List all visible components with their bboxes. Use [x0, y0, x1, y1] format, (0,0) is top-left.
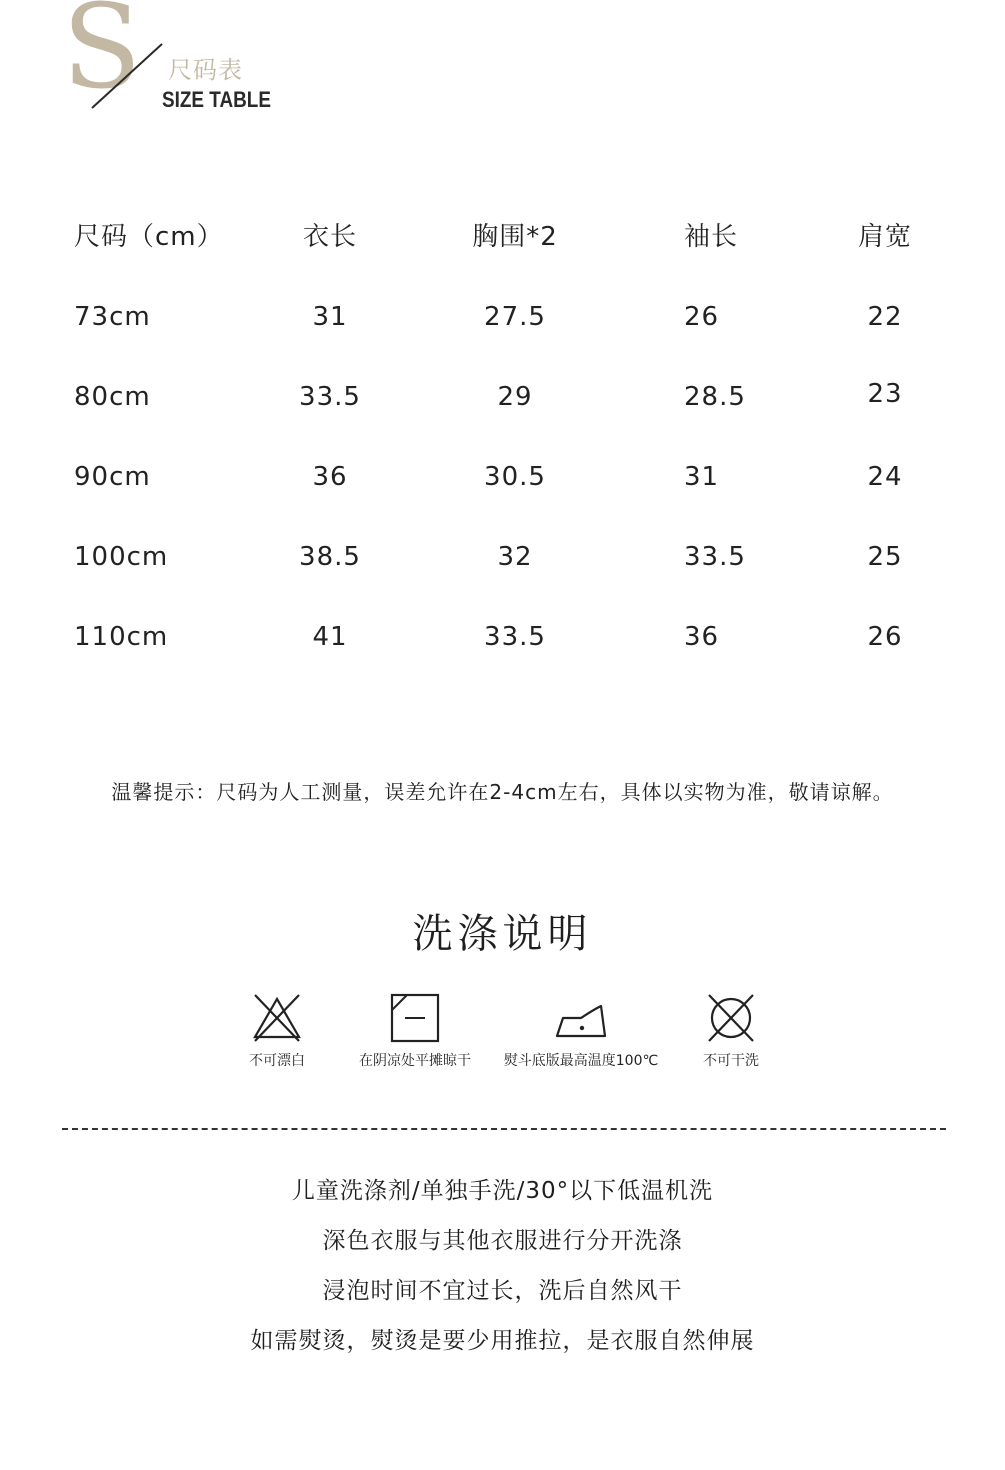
washing-instructions — [0, 1166, 1005, 1366]
cell-sleeve: 33.5 — [684, 542, 746, 572]
instruction-line: 如需熨烫，熨烫是要少用推拉，是衣服自然伸展 — [250, 1328, 755, 1354]
table-row — [0, 450, 1005, 530]
cell-shoulder: 25 — [867, 542, 903, 572]
cell-sleeve: 28.5 — [684, 382, 746, 412]
cell-chest: 33.5 — [484, 622, 546, 652]
size-table — [0, 210, 1005, 690]
cell-length: 31 — [312, 302, 348, 332]
measurement-note: 温馨提示：尺码为人工测量，误差允许在2-4cm左右，具体以实物为准，敬请谅解。 — [111, 780, 894, 804]
cell-size: 100cm — [74, 542, 169, 572]
table-row — [0, 290, 1005, 370]
cell-chest: 27.5 — [484, 302, 546, 332]
care-label: 在阴凉处平摊晾干 — [359, 1053, 471, 1069]
header-size: 尺码（cm） — [74, 222, 224, 252]
instruction-line: 深色衣服与其他衣服进行分开洗涤 — [322, 1228, 683, 1254]
cell-size: 80cm — [74, 382, 151, 412]
logo-slash-icon — [88, 40, 168, 112]
cell-sleeve: 26 — [684, 302, 720, 332]
header-sleeve: 袖长 — [684, 222, 739, 252]
table-row — [0, 610, 1005, 690]
cell-chest: 30.5 — [484, 462, 546, 492]
no-bleach-icon — [249, 992, 305, 1044]
logo-title-cn: 尺码表 — [168, 56, 243, 84]
header-length: 衣长 — [302, 222, 357, 252]
dry-flat-in-shade-icon — [387, 992, 443, 1044]
care-label: 不可干洗 — [703, 1053, 759, 1069]
logo-letter: S — [62, 0, 142, 115]
dashed-divider — [62, 1128, 946, 1130]
care-symbol-dry-flat-shade — [330, 992, 500, 1070]
cell-shoulder: 26 — [867, 622, 903, 652]
care-symbol-no-dry-clean — [646, 992, 816, 1070]
table-row — [0, 530, 1005, 610]
instruction-line: 浸泡时间不宜过长，洗后自然风干 — [322, 1278, 683, 1304]
cell-sleeve: 36 — [684, 622, 720, 652]
cell-shoulder: 24 — [867, 462, 903, 492]
care-label: 不可漂白 — [249, 1053, 305, 1069]
care-label: 熨斗底版最高温度100℃ — [503, 1053, 659, 1069]
iron-low-temp-icon — [553, 992, 609, 1044]
instruction-line: 儿童洗涤剂/单独手洗/30°以下低温机洗 — [291, 1178, 714, 1204]
cell-length: 36 — [312, 462, 348, 492]
care-symbol-iron — [496, 992, 666, 1070]
table-header-row — [0, 210, 1005, 290]
cell-size: 90cm — [74, 462, 151, 492]
cell-size: 110cm — [74, 622, 169, 652]
table-row — [0, 370, 1005, 450]
cell-chest: 32 — [497, 542, 533, 572]
cell-chest: 29 — [497, 382, 533, 412]
size-table-logo — [0, 0, 300, 130]
cell-length: 33.5 — [299, 382, 361, 412]
cell-length: 41 — [312, 622, 348, 652]
no-dry-clean-icon — [703, 992, 759, 1044]
header-chest: 胸围*2 — [472, 222, 558, 252]
cell-shoulder: 23 — [867, 379, 903, 409]
logo-title-en: SIZE TABLE — [162, 87, 271, 112]
cell-shoulder: 22 — [867, 302, 903, 332]
header-shoulder: 肩宽 — [857, 222, 912, 252]
cell-size: 73cm — [74, 302, 151, 332]
washing-title: 洗涤说明 — [412, 911, 593, 957]
cell-length: 38.5 — [299, 542, 361, 572]
cell-sleeve: 31 — [684, 462, 720, 492]
